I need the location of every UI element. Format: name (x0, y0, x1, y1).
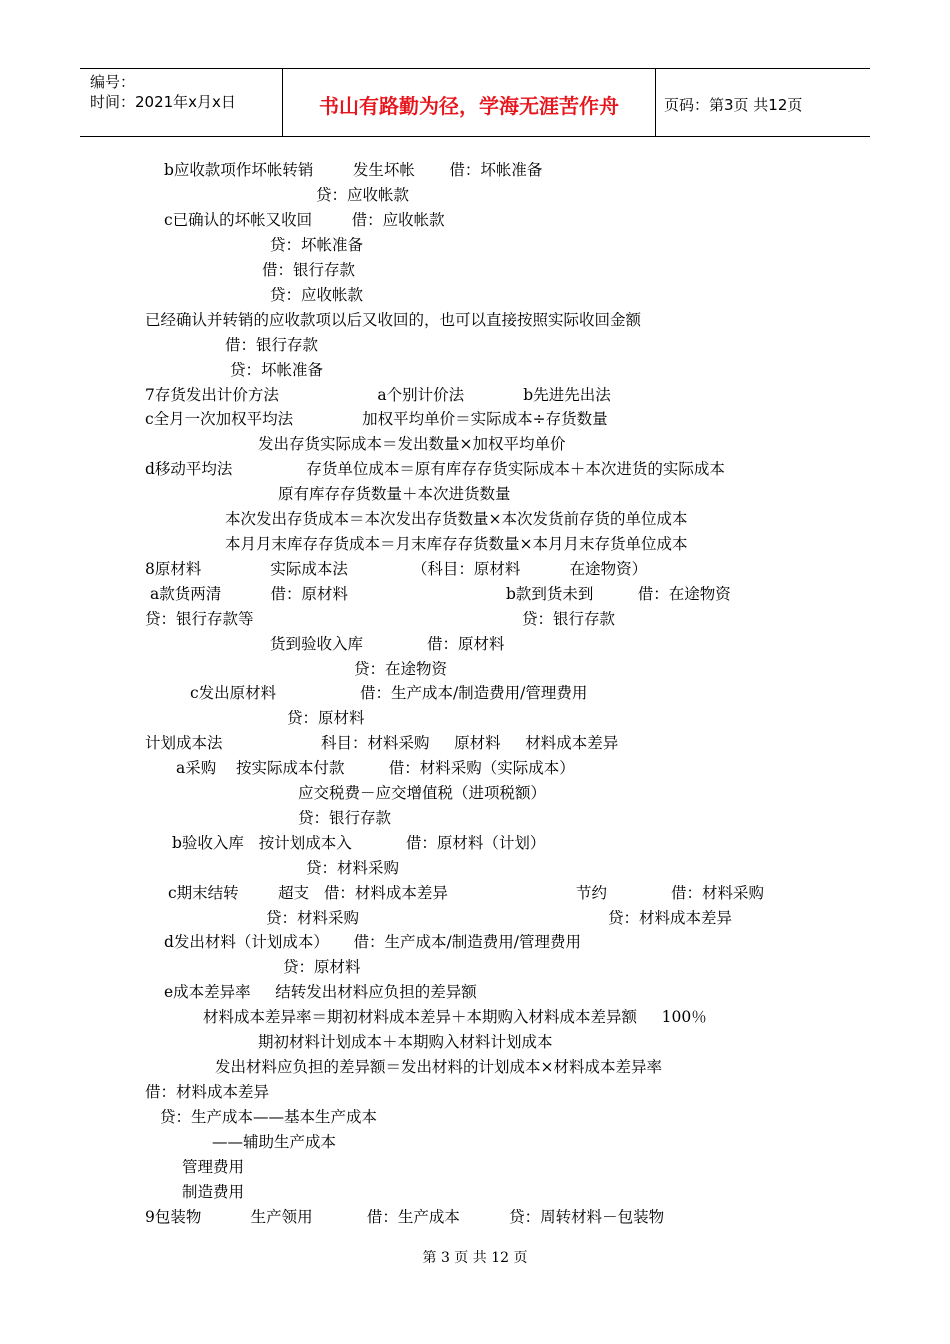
text-line: b款到货未到 借：在途物资 (506, 585, 731, 603)
text-line: 贷：在途物资 (354, 660, 448, 678)
text-line: 发出存货实际成本＝发出数量×加权平均单价 (258, 435, 566, 453)
text-line: 贷：原材料 (287, 709, 365, 727)
text-line: c发出原材料 借：生产成本/制造费用/管理费用 (190, 684, 588, 702)
text-line: 节约 借：材料采购 (576, 884, 765, 902)
header-bottom-rule (80, 136, 870, 137)
text-line: 计划成本法 科目：材料采购 原材料 材料成本差异 (145, 734, 619, 752)
text-line: c期末结转 超支 借：材料成本差异 (168, 884, 448, 902)
text-line: 本月月末库存存货成本＝月末库存存货数量×本月月末存货单位成本 (225, 535, 688, 553)
text-line: 贷：生产成本——基本生产成本 (160, 1108, 378, 1126)
text-line: 贷：材料采购 (266, 909, 360, 927)
text-line: 贷：应收帐款 (270, 286, 364, 304)
text-line: c已确认的坏帐又收回 借：应收帐款 (164, 211, 445, 229)
text-line: d移动平均法 存货单位成本＝原有库存存货实际成本＋本次进货的实际成本 (145, 460, 725, 478)
document-date: 时间：2021年x月x日 (90, 93, 236, 111)
page-footer: 第 3 页 共 12 页 (422, 1250, 528, 1266)
text-line: 材料成本差异率＝期初材料成本差异＋本期购入材料成本差异额 100％ (203, 1008, 707, 1026)
header-divider-right (655, 68, 656, 136)
text-line: ——辅助生产成本 (212, 1133, 337, 1151)
header-top-rule (80, 68, 870, 69)
text-line: 借：材料成本差异 (145, 1083, 270, 1101)
text-line: c全月一次加权平均法 加权平均单价＝实际成本÷存货数量 (145, 410, 608, 428)
text-line: a款货两清 借：原材料 (150, 585, 349, 603)
header-motto: 书山有路勤为径，学海无涯苦作舟 (319, 94, 619, 118)
document-number-label: 编号： (90, 73, 136, 91)
text-line: 货到验收入库 借：原材料 (270, 635, 505, 653)
text-line: 贷：原材料 (283, 958, 361, 976)
text-line: 本次发出存货成本＝本次发出存货数量×本次发货前存货的单位成本 (225, 510, 688, 528)
text-line: 贷：材料采购 (306, 859, 400, 877)
text-line: b应收款项作坏帐转销 发生坏帐 借：坏帐准备 (164, 161, 543, 179)
text-line: 贷：应收帐款 (316, 186, 410, 204)
text-line: 发出材料应负担的差异额＝发出材料的计划成本×材料成本差异率 (215, 1058, 662, 1076)
text-line: 已经确认并转销的应收款项以后又收回的，也可以直接按照实际收回金额 (145, 311, 642, 329)
text-line: 贷：材料成本差异 (608, 909, 733, 927)
header-page-info: 页码：第3页 共12页 (664, 96, 803, 114)
text-line: 贷：坏帐准备 (230, 361, 324, 379)
text-line: b验收入库 按计划成本入 借：原材料（计划） (172, 834, 546, 852)
text-line: 9包装物 生产领用 借：生产成本 贷：周转材料－包装物 (145, 1208, 665, 1226)
text-line: 贷：银行存款 (298, 809, 392, 827)
text-line: 贷：银行存款 (522, 610, 616, 628)
text-line: 贷：坏帐准备 (270, 236, 364, 254)
header-divider-left (282, 68, 283, 136)
text-line: d发出材料（计划成本） 借：生产成本/制造费用/管理费用 (164, 933, 582, 951)
text-line: 借：银行存款 (262, 261, 356, 279)
text-line: 制造费用 (182, 1183, 245, 1201)
text-line: e成本差异率 结转发出材料应负担的差异额 (164, 983, 477, 1001)
text-line: 贷：银行存款等 (145, 610, 254, 628)
text-line: 期初材料计划成本＋本期购入材料计划成本 (258, 1033, 553, 1051)
text-line: 应交税费－应交增值税（进项税额） (298, 784, 547, 802)
text-line: a采购 按实际成本付款 借：材料采购（实际成本） (176, 759, 575, 777)
text-line: 管理费用 (182, 1158, 245, 1176)
text-line: 原有库存存货数量＋本次进货数量 (278, 485, 511, 503)
text-line: 8原材料 实际成本法 （科目：原材料 在途物资） (145, 560, 648, 578)
text-line: 借：银行存款 (225, 336, 319, 354)
text-line: 7存货发出计价方法 a个别计价法 b先进先出法 (145, 386, 611, 404)
